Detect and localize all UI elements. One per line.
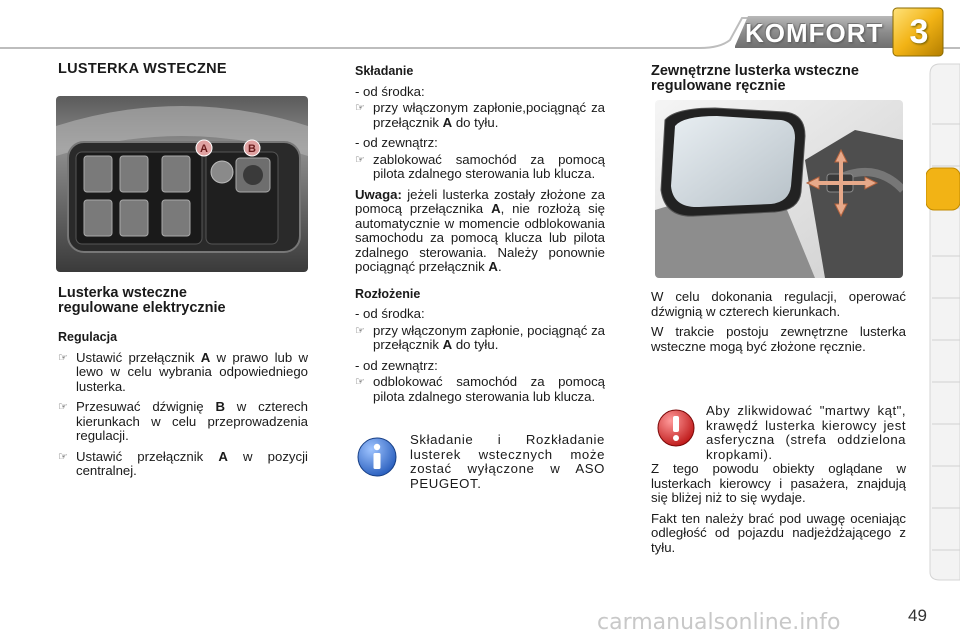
label-a: A xyxy=(200,143,208,155)
warning-icon xyxy=(656,408,696,448)
pointer-icon: ☞ xyxy=(355,153,365,166)
warning-text: Aby zlikwidować "martwy kąt", krawędź lusterka kierowcy jest asferyczna (strefa oddzielona kropkami). xyxy=(706,403,906,462)
right-text xyxy=(651,290,906,360)
right-column xyxy=(651,64,911,94)
item-text: Ustawić przełącznik xyxy=(76,448,219,464)
key-label: B xyxy=(215,399,225,414)
key-label: A xyxy=(442,114,453,130)
key-label: A xyxy=(491,201,501,216)
item-text: zablokować samochód za pomocą pilota zdalnego sterowania lub klucza. xyxy=(373,151,605,181)
key-label: A xyxy=(442,337,453,352)
item-text: odblokować samochód za pomocą pilota zdalnego sterowania lub klucza. xyxy=(373,374,605,404)
folding-outside-item xyxy=(355,153,605,182)
note-text: , nie rozłożą się automatycznie w momencie odblokowania samochodu za pomocą klucza lub pilota zdalnego sterowania. Należy ponownie pociągnąć przełącznik xyxy=(355,201,605,274)
chapter-title: KOMFORT xyxy=(745,18,884,48)
pointer-icon: ☞ xyxy=(58,351,68,364)
side-mirror-photo xyxy=(655,100,903,278)
manual-heading-line2: regulowane ręcznie xyxy=(651,78,786,94)
folding-outside: - od zewnątrz: xyxy=(355,135,438,150)
watermark: carmanualsonline.info xyxy=(597,610,841,635)
warning-box xyxy=(706,404,906,468)
pointer-icon: ☞ xyxy=(355,376,365,388)
folding-inside: - od środka: xyxy=(355,83,425,99)
pointer-icon: ☞ xyxy=(58,450,68,463)
right-bottom-text xyxy=(651,462,906,561)
note-label: Uwaga: xyxy=(355,186,402,202)
key-label: A xyxy=(200,349,211,365)
key-label: A xyxy=(218,448,228,464)
item-text: w pozycji centralnej. xyxy=(76,448,308,478)
window-switch-photo xyxy=(56,96,308,272)
pointer-icon: ☞ xyxy=(355,102,365,114)
electric-heading-line1: Lusterka wsteczne xyxy=(58,285,187,301)
regulation-heading: Regulacja xyxy=(58,330,118,344)
manual-para-1: W celu dokonania regulacji, operować dźwignią w czterech kierunkach. xyxy=(651,289,906,319)
folding-heading: Składanie xyxy=(355,64,414,78)
item-text: Ustawić przełącznik xyxy=(76,349,201,365)
unfolding-outside-item xyxy=(355,375,605,404)
manual-para-4: Fakt ten należy brać pod uwagę oceniając odległość od pojazdu nadjeżdżającego z tyłu. xyxy=(651,510,906,555)
item-text: przy włączonym zapłonie,pociągnąć za przełącznik xyxy=(373,100,605,130)
note-paragraph xyxy=(355,188,605,275)
note-text: jeżeli lusterka zostały złożone za pomocą przełącznika xyxy=(355,186,605,216)
unfolding-inside-item xyxy=(355,324,605,353)
unfolding-outside: - od zewnątrz: xyxy=(355,357,438,373)
chapter-number: 3 xyxy=(909,13,929,51)
label-b: B xyxy=(248,143,256,155)
chapter-tabs[interactable] xyxy=(926,62,960,582)
middle-column xyxy=(355,64,605,410)
note-text: . xyxy=(497,259,502,274)
manual-mirrors-heading xyxy=(651,64,911,94)
regulation-item xyxy=(58,351,308,395)
item-text: przy włączonym zapłonie, pociągnąć za przełącznik xyxy=(373,322,605,352)
folding-inside-item xyxy=(355,101,605,130)
section-title: LUSTERKA WSTECZNE xyxy=(58,61,227,77)
manual-heading-line1: Zewnętrzne lusterka wsteczne xyxy=(651,63,859,79)
unfolding-heading: Rozłożenie xyxy=(355,286,421,301)
page-number: 49 xyxy=(908,606,927,625)
manual-para-2: W trakcie postoju zewnętrzne lusterka wsteczne mogą być złożone ręcznie. xyxy=(651,324,906,354)
item-text: do tyłu. xyxy=(452,114,499,130)
info-box xyxy=(410,433,605,497)
pointer-icon: ☞ xyxy=(355,324,365,337)
item-text: do tyłu. xyxy=(452,337,499,352)
key-label: A xyxy=(488,259,498,274)
info-icon xyxy=(356,436,398,478)
regulation-item xyxy=(58,450,308,479)
regulation-item xyxy=(58,400,308,444)
electric-heading-line2: regulowane elektrycznie xyxy=(58,300,226,316)
left-text xyxy=(58,286,308,485)
item-text: w czterech kierunkach w celu przeprowadzenia regulacji. xyxy=(76,399,308,443)
left-column xyxy=(58,62,308,77)
item-text: w prawo lub w lewo w celu wybrania odpowiedniego lusterka. xyxy=(76,349,308,394)
electric-mirrors-heading xyxy=(58,286,308,316)
info-text: Składanie i Rozkładanie lusterek wstecznych może zostać wyłączone w ASO PEUGEOT. xyxy=(410,432,605,491)
item-text: Przesuwać dźwignię xyxy=(76,399,216,414)
unfolding-inside: - od środka: xyxy=(355,306,425,321)
pointer-icon: ☞ xyxy=(58,401,68,413)
manual-para-3: Z tego powodu obiekty oglądane w lusterkach kierowcy i pasażera, znajdują się bliżej niż to się wydaje. xyxy=(651,461,906,505)
